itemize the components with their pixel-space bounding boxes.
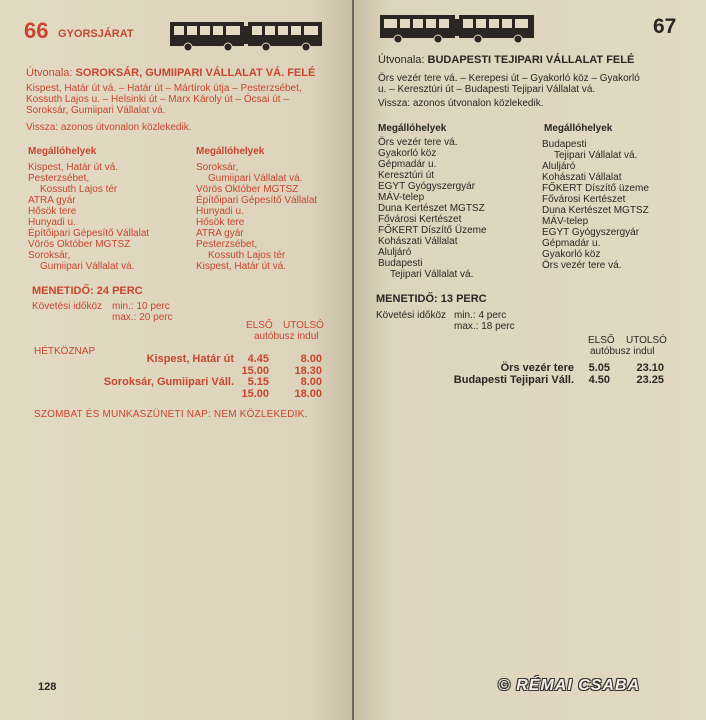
- right-page: [354, 0, 706, 720]
- list-item: Duna Kertészet MGTSZ: [542, 205, 649, 216]
- list-item: Hősök tere: [28, 206, 77, 217]
- runtime: MENETIDŐ: 13 PERC: [376, 293, 487, 305]
- list-item: Gépmadár u.: [378, 159, 437, 170]
- list-item: Aluljáró: [378, 247, 412, 258]
- list-item: Hunyadi u.: [196, 206, 244, 217]
- list-item: Gyakorló köz: [378, 148, 437, 159]
- interval-label: Követési időköz: [32, 301, 103, 312]
- list-item: Pesterzsébet,: [28, 173, 90, 184]
- interval-max: max.: 20 perc: [112, 312, 173, 323]
- stops-list-outbound: [378, 137, 487, 280]
- list-item: ATRA gyár: [196, 228, 244, 239]
- list-item: EGYT Gyógyszergyár: [378, 181, 476, 192]
- list-item: Soroksár,: [28, 250, 71, 261]
- bus-departs-label: autóbusz indul: [254, 331, 319, 342]
- list-item: Kossuth Lajos tér: [208, 250, 286, 261]
- stops-header-return: Megállóhelyek: [196, 146, 265, 157]
- route-number: 66: [24, 18, 49, 43]
- list-item: Vörös Október MGTSZ: [196, 184, 299, 195]
- list-item: Hősök tere: [196, 217, 245, 228]
- list-item: Örs vezér tere vá.: [542, 260, 622, 271]
- stops-list-outbound: [28, 162, 149, 272]
- stops-list-return: [542, 139, 649, 271]
- page-number: 128: [38, 681, 57, 693]
- last-departure: 8.00: [300, 376, 322, 388]
- weekday-label: HÉTKÖZNAP: [34, 346, 96, 357]
- last-label: UTOLSÓ: [283, 320, 324, 331]
- list-item: Gyakorló köz: [542, 249, 601, 260]
- list-item: Gépmadár u.: [542, 238, 601, 249]
- timetable-stop: Kispest, Határ út: [146, 353, 234, 365]
- list-item: EGYT Gyógyszergyár: [542, 227, 640, 238]
- list-item: Keresztúri út: [378, 170, 435, 181]
- articulated-bus-icon: [168, 18, 326, 52]
- list-item: Tejipari Vállalat vá.: [554, 150, 638, 161]
- route-number: 67: [653, 15, 677, 38]
- timetable-stop: Soroksár, Gumiipari Váll.: [103, 376, 234, 388]
- list-item: Fővárosi Kertészet: [378, 214, 462, 225]
- route-description: Kispest, Határ út vá. – Határ út – Mártírok útja – Pesterzsébet, Kossuth Lajos u. – Helsinki út – Marx Károly út – Ócsai út – Soroksár, Gumiipari Vállalat vá.: [26, 83, 302, 116]
- first-departure: 5.15: [247, 376, 269, 388]
- list-item: Kohászati Vállalat: [378, 236, 458, 247]
- first-label: ELSŐ: [246, 320, 273, 331]
- stops-header-return: Megállóhelyek: [544, 123, 613, 134]
- first-departure: 5.05: [588, 362, 610, 374]
- bus-departs-label: autóbusz indul: [590, 346, 655, 357]
- list-item: FŐKERT Díszítő Üzeme: [378, 225, 487, 236]
- watermark: © RÉMAI CSABA: [498, 677, 641, 694]
- list-item: Gumiipari Vállalat vá.: [40, 261, 135, 272]
- timetable-stop: Budapesti Tejipari Váll.: [453, 374, 574, 386]
- last-departure: 23.25: [636, 374, 664, 386]
- stops-list-return: [196, 162, 317, 272]
- list-item: Fővárosi Kertészet: [542, 194, 626, 205]
- list-item: MÁV-telep: [542, 216, 589, 227]
- return-text: Vissza: azonos útvonalon közlekedik.: [378, 98, 544, 109]
- interval-min: min.: 10 perc: [112, 301, 170, 312]
- route-title-line: Útvonala: SOROKSÁR, GUMIIPARI VÁLLALAT VÁ. FELÉ: [26, 67, 316, 79]
- return-text: Vissza: azonos útvonalon közlekedik.: [26, 122, 192, 133]
- list-item: Budapesti: [378, 258, 423, 269]
- first-departure: 4.45: [247, 353, 269, 365]
- route-description: Örs vezér tere vá. – Kerepesi út – Gyakorló köz – Gyakorló u. – Keresztúri út – Budapesti Tejipari Vállalat vá.: [378, 73, 640, 95]
- list-item: Tejipari Vállalat vá.: [390, 269, 474, 280]
- route-type: GYORSJÁRAT: [58, 28, 134, 40]
- list-item: FŐKERT Díszítő üzeme: [542, 183, 649, 194]
- interval-max: max.: 18 perc: [454, 321, 515, 332]
- list-item: Soroksár,: [196, 162, 239, 173]
- last-departure: 18.30: [294, 365, 322, 377]
- footer-note: SZOMBAT ÉS MUNKASZÜNETI NAP: NEM KÖZLEKEDIK.: [34, 409, 308, 420]
- list-item: Építőipari Gépesítő Vállalat: [28, 228, 150, 239]
- last-label: UTOLSÓ: [626, 335, 667, 346]
- list-item: ATRA gyár: [28, 195, 76, 206]
- list-item: MÁV-telep: [378, 192, 425, 203]
- list-item: Budapesti: [542, 139, 587, 150]
- timetable-stop: Örs vezér tere: [500, 362, 574, 374]
- list-item: Gumiipari Vállalat vá.: [208, 173, 303, 184]
- list-item: Kossuth Lajos tér: [40, 184, 118, 195]
- list-item: Kispest, Határ út vá.: [28, 162, 119, 173]
- list-item: Építőipari Gépesítő Vállalat: [196, 195, 318, 206]
- runtime: MENETIDŐ: 24 PERC: [32, 285, 143, 297]
- list-item: Vörös Október MGTSZ: [28, 239, 131, 250]
- list-item: Hunyadi u.: [28, 217, 76, 228]
- interval-min: min.: 4 perc: [454, 310, 507, 321]
- first-departure: 4.50: [588, 374, 610, 386]
- last-departure: 18.00: [294, 388, 322, 400]
- list-item: Aluljáró: [542, 161, 576, 172]
- last-departure: 23.10: [636, 362, 664, 374]
- list-item: Pesterzsébet,: [196, 239, 258, 250]
- list-item: Kispest, Határ út vá.: [196, 261, 287, 272]
- first-departure: 15.00: [241, 365, 269, 377]
- articulated-bus-icon: [378, 12, 538, 44]
- interval-label: Követési időköz: [376, 310, 447, 321]
- left-page: [0, 0, 352, 720]
- first-label: ELSŐ: [588, 335, 615, 346]
- list-item: Kohászati Vállalat: [542, 172, 622, 183]
- stops-header-outbound: Megállóhelyek: [28, 146, 97, 157]
- stops-header-outbound: Megállóhelyek: [378, 123, 447, 134]
- route-title-line: Útvonala: BUDAPESTI TEJIPARI VÁLLALAT FELÉ: [378, 54, 635, 66]
- list-item: Örs vezér tere vá.: [378, 137, 458, 148]
- last-departure: 8.00: [300, 353, 322, 365]
- list-item: Duna Kertészet MGTSZ: [378, 203, 485, 214]
- first-departure: 15.00: [241, 388, 269, 400]
